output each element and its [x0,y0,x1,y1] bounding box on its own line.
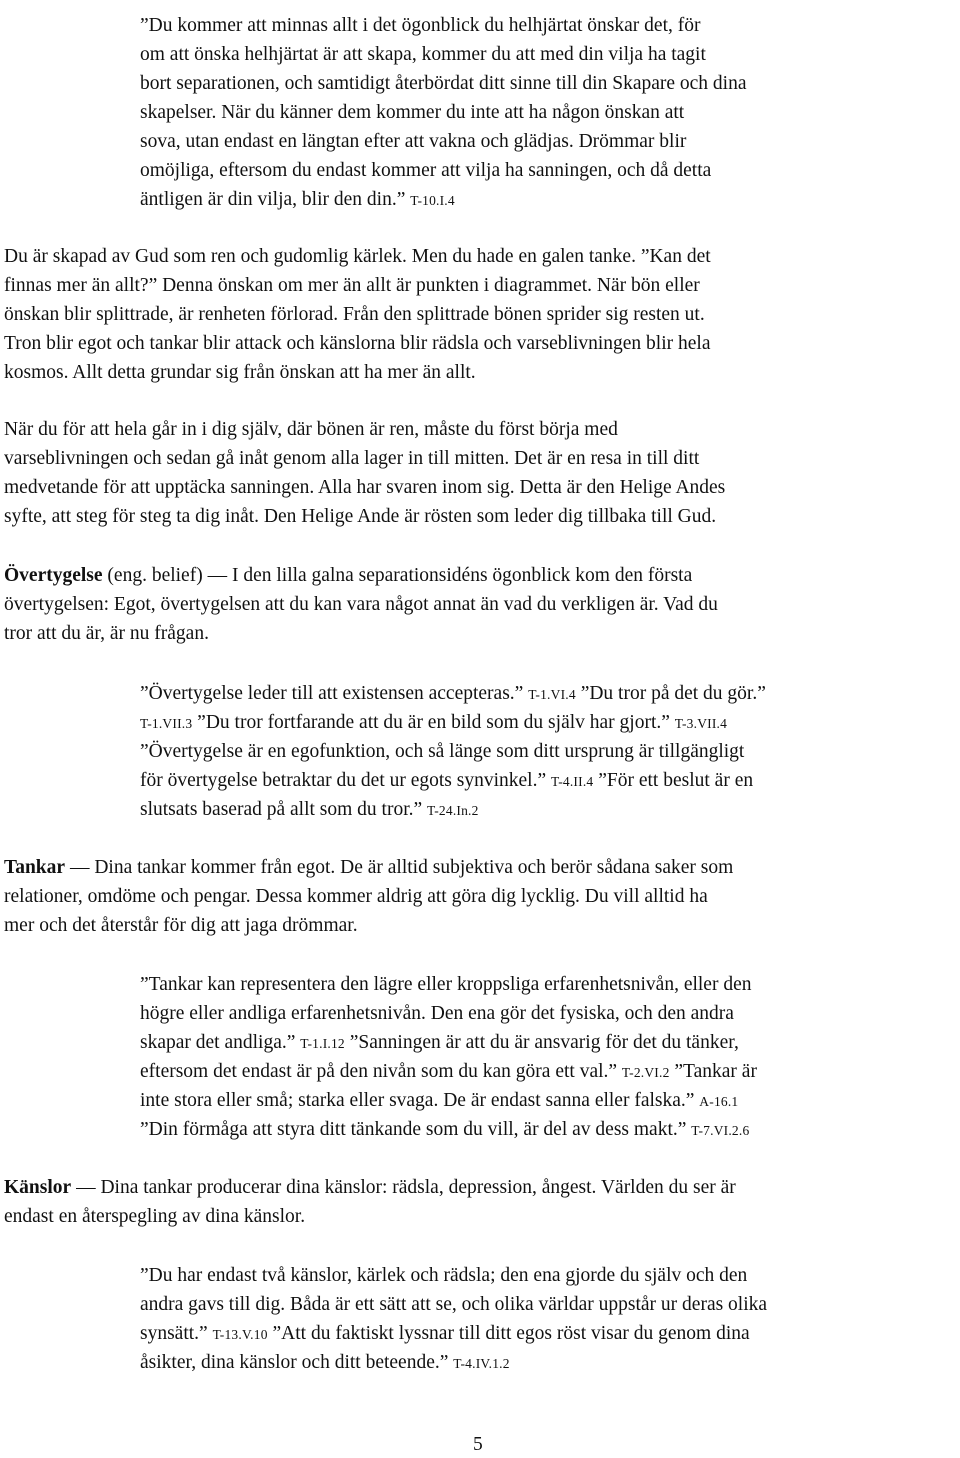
text-line [140,100,684,126]
text-segment: skapar det andliga.” [140,1032,301,1053]
text-segment: slutsats baserad på allt som du tror.” [140,799,428,820]
text-segment: varseblivningen och sedan gå inåt genom alla lager in till mitten. Det är en resa in till ditt [4,448,700,469]
text-segment: kosmos. Allt detta grundar sig från önskan att ha mer än allt. [4,362,476,383]
text-line [4,504,716,530]
text-line [140,1263,747,1289]
text-line [140,1117,749,1144]
text-segment: ”Att du faktiskt lyssnar till ditt egos röst visar du genom dina [267,1323,750,1344]
citation-reference: T-1.VI.4 [528,687,576,702]
text-segment: åsikter, dina känslor och ditt beteende.” [140,1352,454,1373]
text-line [140,1292,767,1318]
text-segment: relationer, omdöme och pengar. Dessa kommer aldrig att göra dig lycklig. Du vill alltid ha [4,886,708,907]
text-line [4,244,711,270]
text-line [4,621,209,647]
text-line [4,592,718,618]
text-line [140,1350,510,1377]
text-segment: högre eller andliga erfarenhetsnivån. Den ena gör det fysiska, och den andra [140,1003,734,1024]
text-segment: synsätt.” [140,1323,213,1344]
text-line [140,797,479,824]
text-segment: ”Sanningen är att du är ansvarig för det du tänker, [344,1032,739,1053]
text-segment: mer och det återstår för dig att jaga drömmar. [4,915,358,936]
text-line [140,158,711,184]
text-line [4,1204,305,1230]
text-line [4,855,733,881]
text-line [140,42,706,68]
text-segment: — Dina tankar kommer från egot. De är alltid subjektiva och berör sådana saker som [65,857,734,878]
citation-reference: T-1.I.12 [300,1036,345,1051]
text-segment: När du för att hela går in i dig själv, där bönen är ren, måste du först börja med [4,419,618,440]
text-segment: ”Du har endast två känslor, kärlek och rädsla; den ena gjorde du själv och den [140,1265,748,1286]
text-line [4,884,708,910]
citation-reference: T-2.VI.2 [621,1065,670,1080]
text-line [4,360,476,386]
text-segment: syfte, att steg för steg ta dig inåt. Den Helige Ande är rösten som leder dig tillbaka till Gud. [4,506,717,527]
text-segment: önskan blir splittrade, är renheten förlorad. Från den splittrade bönen sprider sig resten ut. [4,304,705,325]
text-line [4,1175,736,1201]
text-segment: ”Du kommer att minnas allt i det ögonblick du helhjärtat önskar det, för [140,15,701,36]
text-line [140,768,753,795]
text-line [4,913,358,939]
term-heading: Övertygelse [4,565,103,586]
text-segment: omöjliga, eftersom du endast kommer att vilja ha sanningen, och då detta [140,160,712,181]
text-segment: sova, utan endast en längtan efter att vakna och glädjas. Drömmar blir [140,131,687,152]
text-segment: skapelser. När du känner dem kommer du inte att ha någon önskan att [140,102,685,123]
citation-reference: T-1.VII.3 [140,716,193,731]
text-segment: Du är skapad av Gud som ren och gudomlig kärlek. Men du hade en galen tanke. ”Kan det [4,246,711,267]
text-line [140,710,727,737]
text-segment: ”Övertygelse leder till att existensen accepteras.” [140,683,529,704]
text-line [140,13,700,39]
text-line [140,681,766,708]
text-segment: för övertygelse betraktar du det ur egots synvinkel.” [140,770,551,791]
page-number: 5 [473,1434,483,1455]
text-segment: bort separationen, och samtidigt återbördat ditt sinne till din Skapare och dina [140,73,747,94]
text-segment: inte stora eller små; starka eller svaga. De är endast sanna eller falska.” [140,1090,700,1111]
citation-reference: T-7.VI.2.6 [691,1123,750,1138]
citation-reference: T-13.V.10 [212,1327,268,1342]
citation-reference: T-10.I.4 [410,193,455,208]
text-line [4,446,699,472]
text-segment: finnas mer än allt?” Denna önskan om mer än allt är punkten i diagrammet. När bön eller [4,275,700,296]
text-line [140,71,747,97]
text-line [4,417,618,443]
text-line [140,972,752,998]
text-line [4,273,700,299]
text-line [140,739,744,765]
text-line [140,1030,739,1057]
text-segment: övertygelsen: Egot, övertygelsen att du kan vara något annat än vad du verkligen är. Vad du [4,594,718,615]
citation-reference: A-16.1 [699,1094,739,1109]
citation-reference: T-3.VII.4 [674,716,728,731]
text-line [140,1088,738,1115]
text-line [140,129,686,155]
text-segment: ”Du tror fortfarande att du är en bild som du själv har gjort.” [192,712,675,733]
term-heading: Känslor [4,1177,72,1198]
text-segment: ”För ett beslut är en [593,770,754,791]
text-line [4,563,692,589]
text-line [140,1321,750,1348]
text-segment: eftersom det endast är på den nivån som du kan göra ett val.” [140,1061,622,1082]
text-segment: (eng. belief) — I den lilla galna separationsidéns ögonblick kom den första [102,565,693,586]
citation-reference: T-4.II.4 [551,774,594,789]
text-segment: ”Tankar kan representera den lägre eller kroppsliga erfarenhetsnivån, eller den [140,974,752,995]
text-segment: andra gavs till dig. Båda är ett sätt att se, och olika världar uppstår ur deras olika [140,1294,768,1315]
text-line [4,475,725,501]
text-line [140,1001,734,1027]
text-segment: Tron blir egot och tankar blir attack och känslorna blir rädsla och varseblivningen blir hela [4,333,711,354]
text-segment: tror att du är, är nu frågan. [4,623,209,644]
text-segment: äntligen är din vilja, blir den din.” [140,189,411,210]
text-line [4,302,705,328]
text-segment: om att önska helhjärtat är att skapa, kommer du att med din vilja ha tagit [140,44,706,65]
text-line [4,331,711,357]
citation-reference: T-24.In.2 [427,803,479,818]
citation-reference: T-4.IV.1.2 [453,1356,510,1371]
text-segment: ”Tankar är [669,1061,757,1082]
term-heading: Tankar [4,857,66,878]
text-segment: ”Övertygelse är en egofunktion, och så länge som ditt ursprung är tillgängligt [140,741,745,762]
text-segment: ”Din förmåga att styra ditt tänkande som du vill, är del av dess makt.” [140,1119,692,1140]
text-segment: endast en återspegling av dina känslor. [4,1206,306,1227]
text-line [140,187,455,214]
text-segment: medvetande för att upptäcka sanningen. Alla har svaren inom sig. Detta är den Helige Andes [4,477,726,498]
text-line [140,1059,757,1086]
text-segment: — Dina tankar producerar dina känslor: rädsla, depression, ångest. Världen du ser är [71,1177,736,1198]
text-segment: ”Du tror på det du gör.” [575,683,766,704]
